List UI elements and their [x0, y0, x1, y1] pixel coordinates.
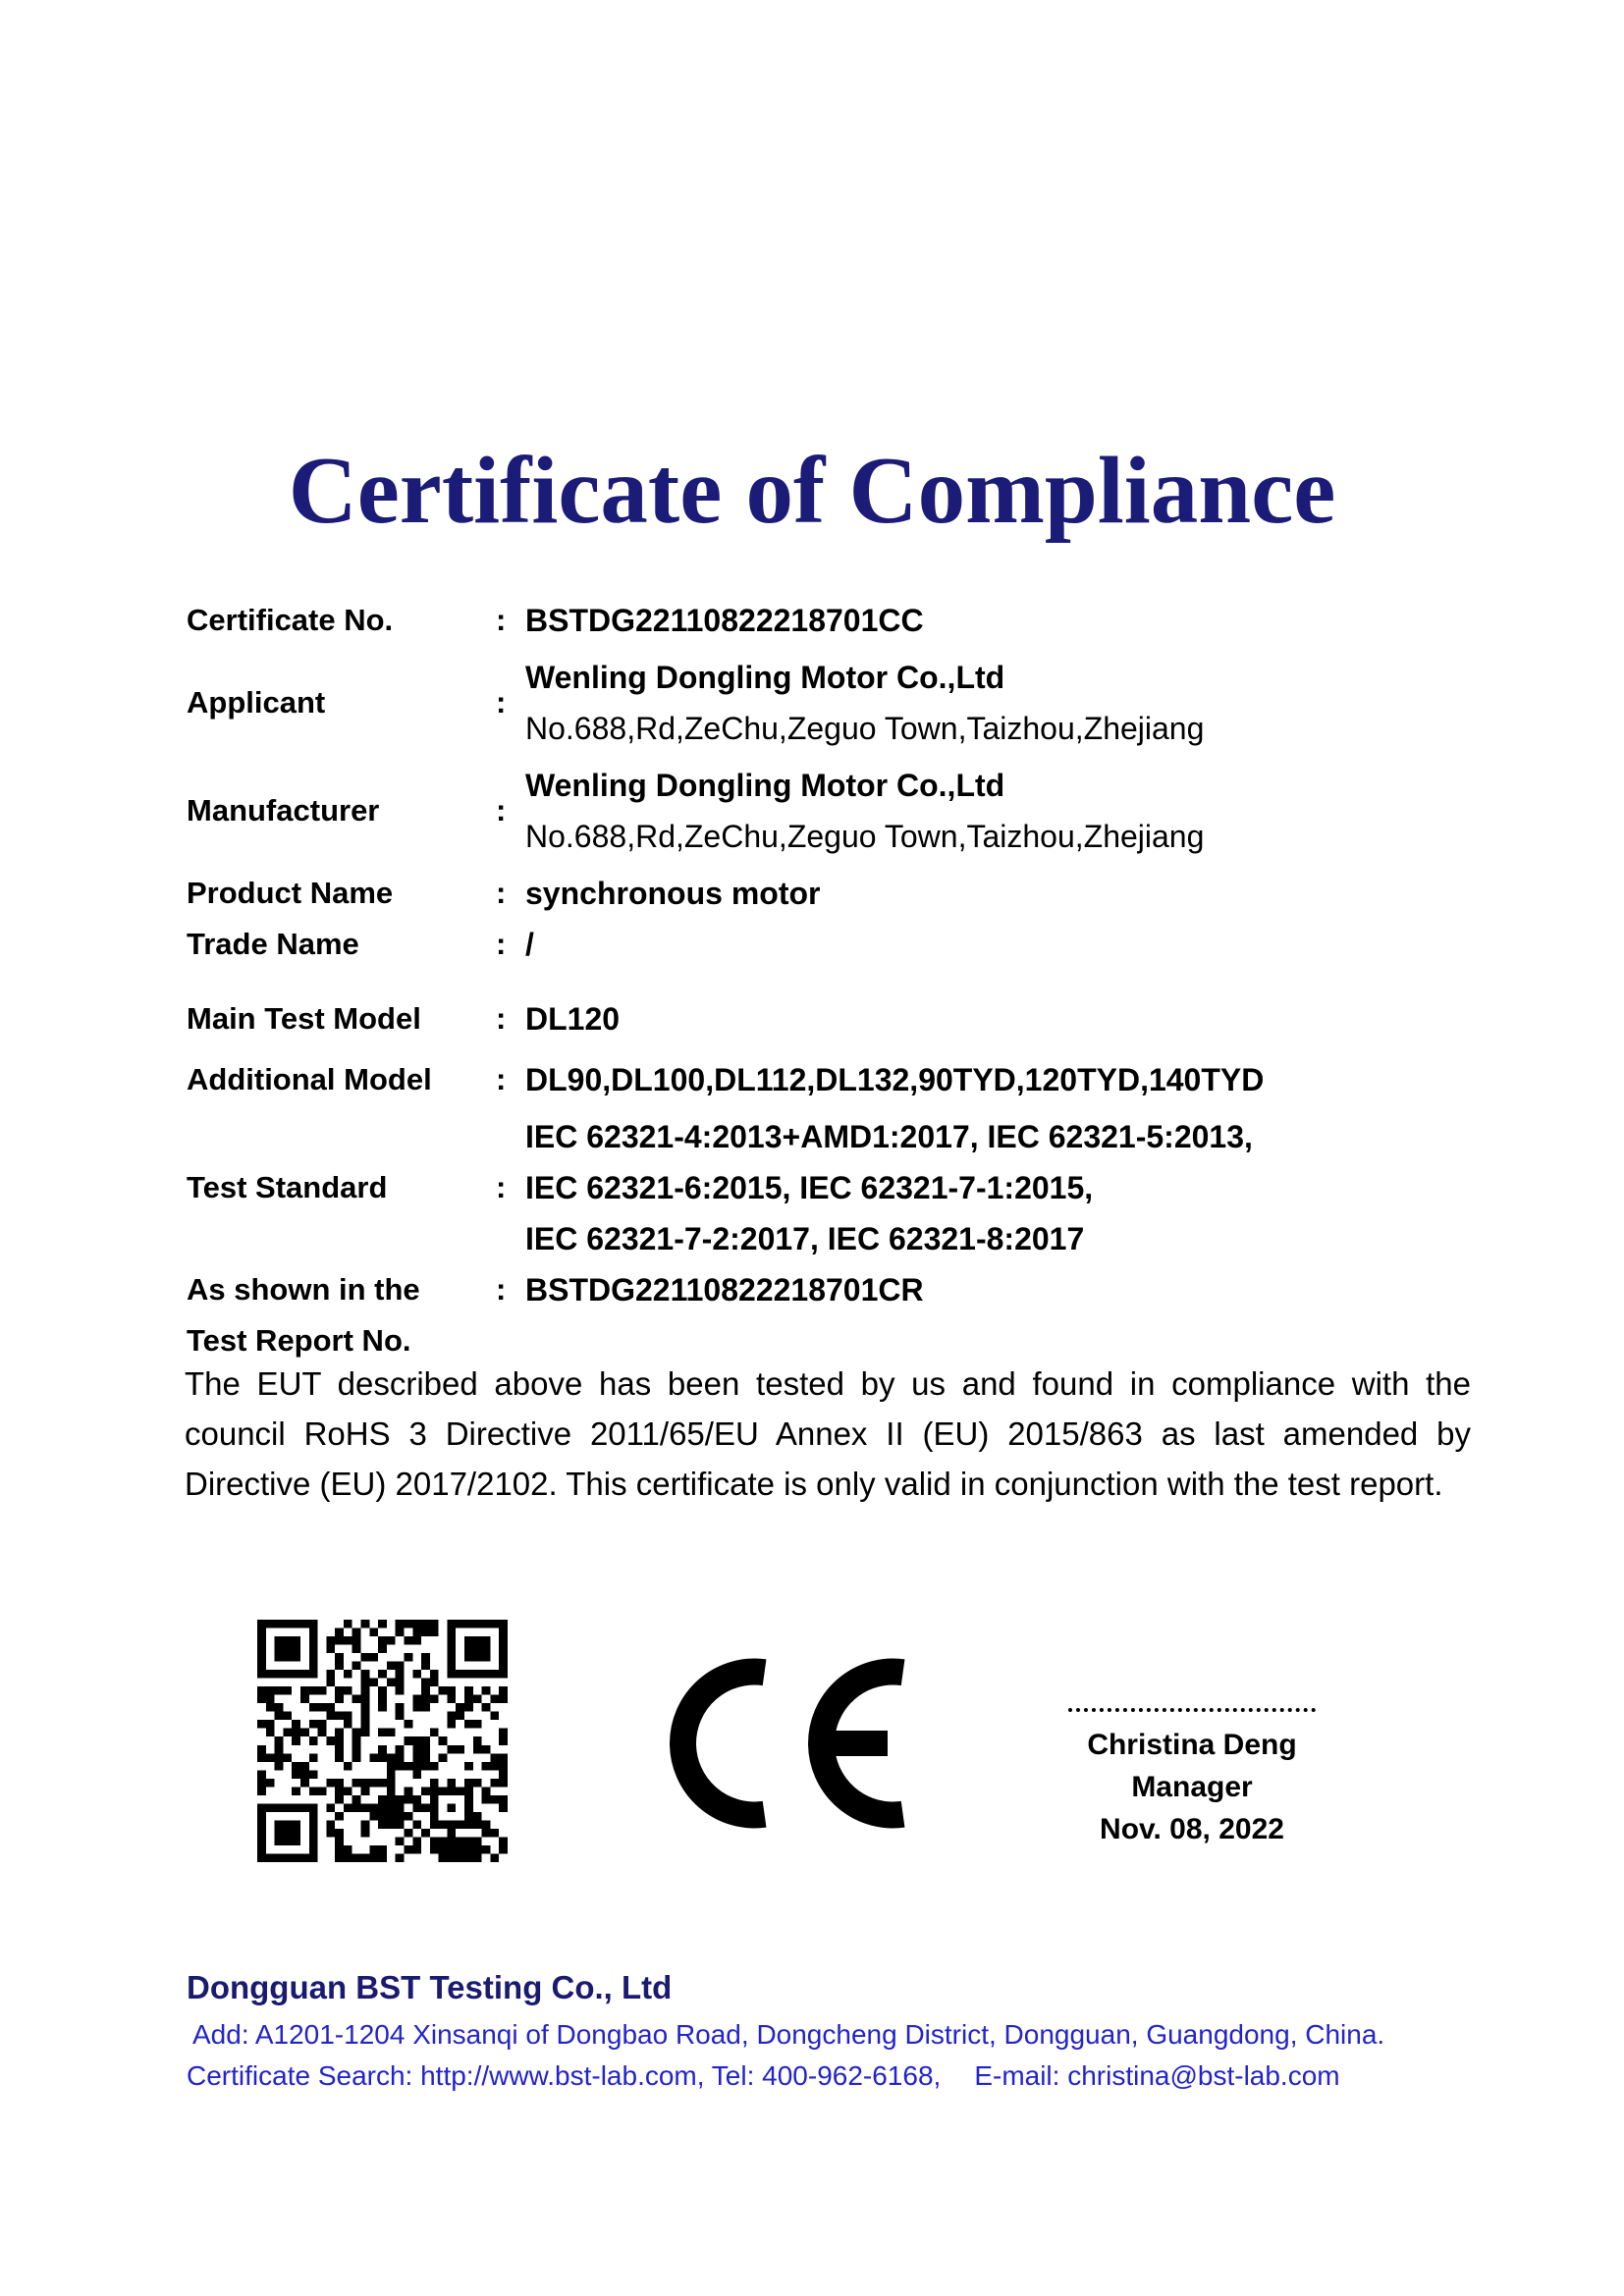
field-label [187, 993, 496, 1044]
field-colon: : [496, 927, 507, 961]
certificate-search-text: Certificate Search: http://www.bst-lab.com, Tel: 400-962-6168, [187, 2060, 942, 2091]
field-label [187, 1264, 496, 1366]
field-colon: : [496, 1001, 507, 1036]
field-row [187, 1054, 1473, 1105]
field-colon: : [496, 1062, 507, 1096]
field-value [525, 993, 1473, 1044]
field-label-line: Product Name [187, 876, 394, 910]
field-row [187, 760, 1473, 862]
footer [187, 1967, 1483, 2091]
compliance-statement: The EUT described above has been tested by us and found in compliance with the council RoHS 3 Directive 2011/65/EU Annex II (EU) 2015/863 as last amended by Directive (EU) 2017/2102. This certificate is only valid in conjunction with the test report. [185, 1365, 1471, 1502]
field-label [187, 868, 496, 919]
field-label-line: Test Report No. [187, 1323, 411, 1358]
field-colon: : [496, 876, 507, 910]
field-value-line: synchronous motor [525, 876, 821, 911]
field-value-line: / [525, 927, 534, 962]
field-value-line: Wenling Dongling Motor Co.,Ltd [525, 660, 1005, 695]
field-row [187, 595, 1473, 646]
signatory-title: Manager [1131, 1771, 1253, 1803]
field-colon: : [496, 1272, 507, 1307]
field-row [187, 993, 1473, 1044]
field-colon: : [496, 685, 507, 720]
signature-dotted-line [1068, 1708, 1316, 1712]
field-row [187, 919, 1473, 970]
field-value-line: BSTDG22110822218701CC [525, 603, 924, 638]
field-label-line: Certificate No. [187, 603, 394, 637]
field-colon: : [496, 603, 507, 637]
field-value [525, 868, 1473, 919]
field-value [525, 1111, 1473, 1264]
field-value-line: No.688,Rd,ZeChu,Zeguo Town,Taizhou,Zhejiang [525, 819, 1205, 854]
signatory-name: Christina Deng [1087, 1729, 1297, 1761]
lab-name: Dongguan BST Testing Co., Ltd [187, 1969, 673, 2005]
certificate-title: Certificate of Compliance [288, 438, 1336, 543]
signature-date: Nov. 08, 2022 [1100, 1813, 1284, 1845]
field-label [187, 595, 496, 646]
field-label [187, 785, 496, 836]
field-label [187, 919, 496, 970]
field-value [525, 760, 1473, 862]
field-value-line: DL90,DL100,DL112,DL132,90TYD,120TYD,140TYD [525, 1062, 1265, 1097]
field-row [187, 652, 1473, 754]
field-value-line: DL120 [525, 1001, 621, 1037]
field-label-line: As shown in the [187, 1272, 420, 1307]
field-label-line: Applicant [187, 685, 326, 720]
field-value-line: No.688,Rd,ZeChu,Zeguo Town,Taizhou,Zhejiang [525, 711, 1205, 746]
field-value [525, 1054, 1473, 1105]
field-value-line: IEC 62321-7-2:2017, IEC 62321-8:2017 [525, 1221, 1085, 1256]
field-colon: : [496, 793, 507, 828]
field-colon: : [496, 1170, 507, 1204]
field-value [525, 1264, 1473, 1315]
footer-search-line [187, 2061, 1483, 2091]
field-value [525, 652, 1473, 754]
field-row [187, 868, 1473, 919]
field-value [525, 595, 1473, 646]
lab-address: Add: A1201-1204 Xinsanqi of Dongbao Road, Dongcheng District, Dongguan, Guangdong, China. [192, 2019, 1385, 2050]
ce-mark-icon [664, 1656, 907, 1830]
field-row [187, 1111, 1473, 1264]
field-label [187, 1162, 496, 1213]
field-label-line: Test Standard [187, 1170, 388, 1204]
footer-email: E-mail: christina@bst-lab.com [974, 2060, 1340, 2091]
field-label-line: Additional Model [187, 1062, 432, 1096]
certificate-fields [187, 595, 1473, 1366]
field-row [187, 1264, 1473, 1366]
field-value-line: IEC 62321-6:2015, IEC 62321-7-1:2015, [525, 1170, 1094, 1205]
field-value-line: Wenling Dongling Motor Co.,Ltd [525, 768, 1005, 803]
field-label [187, 677, 496, 728]
field-value-line: BSTDG22110822218701CR [525, 1272, 924, 1308]
field-label-line: Manufacturer [187, 793, 380, 828]
qr-code-icon [257, 1620, 508, 1862]
lab-address-line [187, 2020, 1483, 2050]
signature-block [1068, 1708, 1316, 1850]
field-value [525, 919, 1473, 970]
field-value-line: IEC 62321-4:2013+AMD1:2017, IEC 62321-5:2013, [525, 1119, 1253, 1154]
field-label-line: Main Test Model [187, 1001, 421, 1036]
field-label-line: Trade Name [187, 927, 359, 961]
field-label [187, 1054, 496, 1105]
